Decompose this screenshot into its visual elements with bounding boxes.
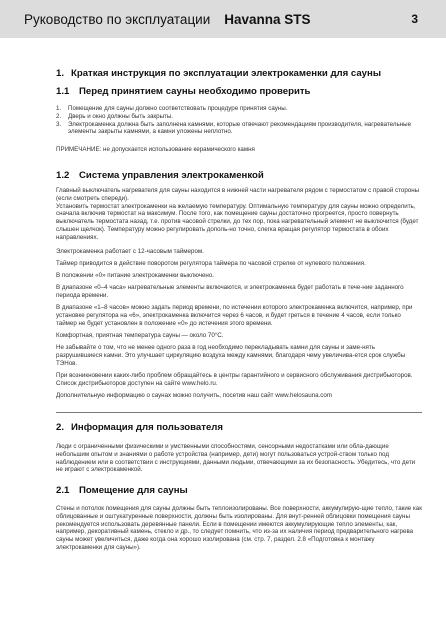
checklist	[56, 105, 422, 136]
section-2-number: 2.	[56, 422, 65, 433]
page-header	[0, 0, 446, 38]
section-2-title: Информация для пользователя	[71, 422, 223, 433]
section-2-1-number: 2.1	[56, 485, 70, 496]
checklist-item: 1. Помещение для сауны должно соответствовать процедуре принятия сауны.	[56, 105, 288, 112]
section-divider	[56, 412, 422, 413]
control-paragraph-zero: В положении «0» питание электрокаменки выключено.	[56, 272, 214, 279]
checklist-item: 3. Электрокаменка должна быть заполнена камнями, которые отвечают рекомендациям производителя, нагревательные элементы закрыты камнями, а камни уложены неплотно.	[56, 120, 412, 136]
header-title-group	[24, 12, 311, 27]
section-2-1-heading	[56, 485, 422, 496]
section-1-2-title: Система управления электрокаменкой	[79, 170, 264, 181]
control-paragraph-timer-start: Таймер приводится в действие поворотом регулятора таймера по часовой стрелке от нулевого положения.	[56, 260, 366, 267]
product-model: Havanna STS	[224, 12, 311, 27]
page-number: 3	[411, 12, 418, 26]
section-1-heading	[56, 68, 422, 79]
section-1-number: 1.	[56, 68, 65, 79]
section-1-title: Краткая инструкция по эксплуатации электрокаменки для сауны	[71, 68, 382, 79]
manual-title: Руководство по эксплуатации	[24, 12, 211, 27]
section-1-1-number: 1.1	[56, 86, 70, 97]
control-paragraph-range-1-8: В диапазоне «1–8 часов» можно задать период времени, по истечении которого электрокаменка включится, например, при установке регулятора на «6», электрокаменка включится через 6 часов, и будет греться в течение 4 часов, если только таймер не будет установлен в положение «0» до истечения этого времени.	[56, 304, 413, 327]
section-1-1-title: Перед принятием сауны необходимо проверить	[79, 86, 311, 97]
checklist-item: 2. Дверь и окно должны быть закрыты.	[56, 112, 174, 120]
section-1-2-number: 1.2	[56, 170, 70, 181]
sauna-room-paragraph: Стены и потолок помещения для сауны должны быть теплоизолированы. Все поверхности, аккумулирую-щие тепло, такие как облицованные и оштукатуренные поверхности, должны быть изолированы. Для внут-ренней облицовки помещения сауны рекомендуется использовать деревянные панели. Если в помещении имеются аккумулирующие тепло элементы, как, например, декоративный камень, стекло и др., то следует помнить, что из-за их наличия период предварительного нагрева сауны может увеличиться, даже когда она хорошо изолирована (см. стр. 7, раздел. 2.8 «Подготовка к монтажу электрокаменки для сауны»).	[56, 505, 422, 551]
user-info-paragraph: Люди с ограниченными физическими и умственными способностями, сенсорными недостатками или обла-дающие небольшим опытом и знаниями о работе устройства (например, дети) могут пользоваться устрой-ством только под наблюдением или в соответствии с инструкциями, данными людьми, отвечающими за их безопасность. Убедитесь, что дети не играют с электрокаменкой.	[56, 443, 416, 474]
section-2-1-title: Помещение для сауны	[79, 485, 188, 496]
section-2-heading	[56, 422, 422, 433]
control-paragraph-timer: Электрокаменка работает с 12-часовым таймером.	[56, 248, 204, 255]
control-paragraph-service: При возникновении каких-либо проблем обращайтесь в центры гарантийного и сервисного обслуживания дистрибьюторов. Список дистрибьюторов доступен на сайте www.helo.ru.	[56, 372, 413, 387]
control-paragraph-comfort: Комфортная, приятная температура сауны — около 70°С.	[56, 332, 224, 339]
ceramic-stone-note: ПРИМЕЧАНИЕ: не допускается использование керамического камня	[56, 146, 255, 153]
control-paragraph-stones: Не забывайте о том, что не менее одного раза в год необходимо перекладывать камни для сауны и заме-нять разрушившиеся камни. Это улучшает циркуляцию воздуха между камнями, благодаря чему увеличива-ется срок службы ТЭНов.	[56, 344, 406, 367]
control-paragraph-main-switch: Главный выключатель нагревателя для сауны находится в нижней части нагревателя рядом с термостатом с правой стороны (если смотреть спереди). Установить термостат электрокаменки на желаемую температуру. Оптимальную температуру для сауны можно определить, сначала включив термостат на максимум. После того, как помещение сауны достаточно прогреется, просто повернуть выключатель термостата назад, т.е. против часовой стрелки, до тех пор, пока нагревательный элемент не выключится (будет слышен щелчок). Температуру можно регулировать дополь-но точно, слегка вращая регулятор термостата в обоих направлениях.	[56, 187, 420, 241]
control-paragraph-website: Дополнительную информацию о саунах можно получить, посетив наш сайт www.helosauna.com	[56, 392, 332, 399]
control-paragraph-range-0-4: В диапазоне «0–4 часа» нагревательные элементы включаются, и электрокаменка будет работать в тече-ние заданного периода времени.	[56, 284, 404, 299]
section-1-2-heading	[56, 170, 422, 181]
section-1-1-heading	[56, 86, 422, 97]
